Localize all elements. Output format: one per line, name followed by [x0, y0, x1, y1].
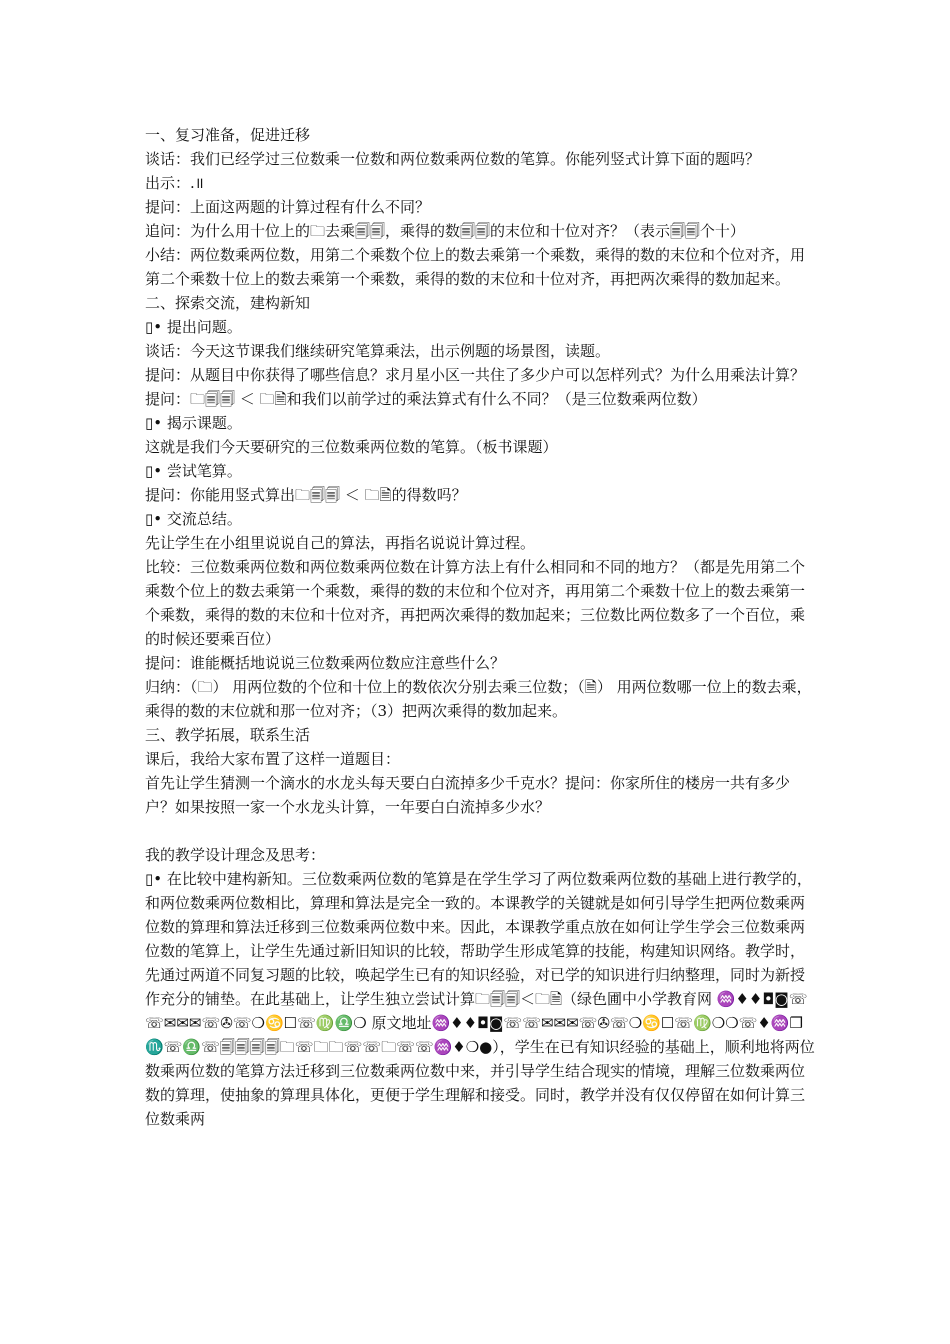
paragraph: 出示：.॥ — [145, 174, 204, 192]
paragraph: 谈话：今天这节课我们继续研究笔算乘法，出示例题的场景图，读题。 — [145, 342, 611, 360]
section-heading-2: 二、探索交流，建构新知 — [145, 294, 311, 312]
paragraph: 追问：为什么用十位上的🗀去乘🗐🗐，乘得的数🗐🗐的末位和十位对齐？（表示🗐🗐个十） — [145, 222, 745, 240]
section-heading-1: 一、复习准备，促进迁移 — [145, 126, 311, 144]
paragraph: 提问：从题目中你获得了哪些信息？求月星小区一共住了多少户可以怎样列式？为什么用乘法计算？ — [145, 366, 806, 384]
paragraph: 这就是我们今天要研究的三位数乘两位数的笔算。（板书课题） — [145, 438, 558, 456]
paragraph: 小结：两位数乘两位数，用第二个乘数个位上的数去乘第一个乘数，乘得的数的末位和个位对齐，用第二个乘数十位上的数去乘第一个乘数，乘得的数的末位和十位对齐，再把两次乘得的数加起来。 — [145, 246, 806, 288]
list-item: ▯• 提出问题。 — [145, 318, 242, 336]
list-item: ▯• 尝试笔算。 — [145, 462, 242, 480]
list-item: ▯• 交流总结。 — [145, 510, 242, 528]
paragraph: 首先让学生猜测一个滴水的水龙头每天要白白流掉多少千克水？提问：你家所住的楼房一共有多少户？如果按照一家一个水龙头计算，一年要白白流掉多少水？ — [145, 774, 791, 816]
reflection-heading: 我的教学设计理念及思考： — [145, 846, 326, 864]
paragraph: 归纳：（🗀） 用两位数的个位和十位上的数依次分别去乘三位数；（🗎） 用两位数哪一位上的数去乘，乘得的数的末位就和那一位对齐；（3）把两次乘得的数加起来。 — [145, 678, 812, 720]
paragraph: 比较：三位数乘两位数和两位数乘两位数在计算方法上有什么相同和不同的地方？（都是先用第二个乘数个位上的数去乘第一个乘数，乘得的数的末位和个位对齐，再用第二个乘数十位上的数去乘第一个乘数，乘得的数的末位和十位对齐，再把两次乘得的数加起来；三位数比两位数多了一个百位，乘的时候还要乘百位） — [145, 558, 806, 648]
paragraph: 谈话：我们已经学过三位数乘一位数和两位数乘两位数的笔算。你能列竖式计算下面的题吗？ — [145, 150, 761, 168]
paragraph: 提问：上面这两题的计算过程有什么不同？ — [145, 198, 431, 216]
section-heading-3: 三、教学拓展，联系生活 — [145, 726, 311, 744]
paragraph: 先让学生在小组里说说自己的算法，再指名说说计算过程。 — [145, 534, 536, 552]
blank-line — [145, 819, 815, 843]
list-item: ▯• 在比较中建构新知。三位数乘两位数的笔算是在学生学习了两位数乘两位数的基础上进行教学的，和两位数乘两位数相比，算理和算法是完全一致的。本课教学的关键就是如何引导学生把两位数乘两位数的算理和算法迁移到三位数乘两位数中来。因此，本课教学重点放在如何让学生学会三位数乘两位数的笔算上，让学生先通过新旧知识的比较，帮助学生形成笔算的技能，构建知识网络。教学时，先通过两道不同复习题的比较，唤起学生已有的知识经验，对已学的知识进行归纳整理，同时为新授作充分的铺垫。在此基础上，让学生独立尝试计算🗀🗐🗐＜🗀🗎（绿色圃中小学教育网 ♒♦♦◘◙☏☏✉✉✉☏✇☏❍♋☐☏♍♎❍ 原文地址♒♦♦◘◙☏☏✉✉✉☏✇☏❍♋☐☏♍❍❍☏♦♒❒♏☏♎☏🗐🗐🗐🗐🗀☏🗀🗀☏☏🗀☏☏♒♦❍●），学生在已有知识经验的基础上，顺利地将两位数乘两位数的笔算方法迁移到三位数乘两位数中来，并引导学生结合现实的情境，理解三位数乘两位数的算理，使抽象的算理具体化，更便于学生理解和接受。同时，教学并没有仅仅停留在如何计算三位数乘两 — [145, 870, 815, 1128]
paragraph: 课后，我给大家布置了这样一道题目： — [145, 750, 401, 768]
paragraph: 提问：🗀🗐🗐 ＜ 🗀🗎和我们以前学过的乘法算式有什么不同？（是三位数乘两位数） — [145, 390, 707, 408]
paragraph: 提问：你能用竖式算出🗀🗐🗐 ＜ 🗀🗎的得数吗？ — [145, 486, 467, 504]
document-body — [145, 123, 815, 1131]
list-item: ▯• 揭示课题。 — [145, 414, 242, 432]
paragraph: 提问：谁能概括地说说三位数乘两位数应注意些什么？ — [145, 654, 506, 672]
